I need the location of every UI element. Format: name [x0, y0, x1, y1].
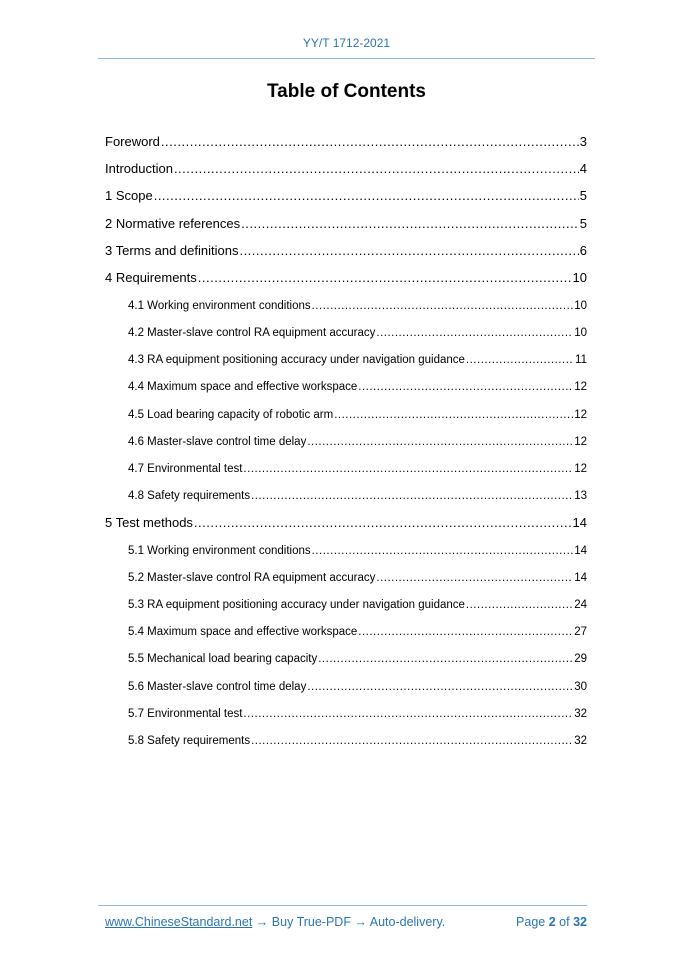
toc-leader-dots — [312, 298, 574, 314]
footer-divider — [98, 905, 587, 906]
toc-entry[interactable] — [128, 706, 587, 722]
toc-entry-label: 4.7 Environmental test — [128, 462, 243, 475]
toc-entry-page: 4 — [579, 161, 587, 177]
arrow-icon: → — [255, 915, 269, 929]
toc-entry-page: 29 — [574, 653, 587, 666]
toc-entry-page: 10 — [572, 270, 587, 285]
toc-entry[interactable] — [128, 651, 587, 667]
toc-leader-dots — [312, 543, 574, 559]
toc-entry[interactable] — [128, 407, 587, 423]
toc-entry-page: 24 — [574, 598, 587, 611]
toc-leader-dots — [358, 379, 573, 395]
toc-entry-label: 4.2 Master-slave control RA equipment accuracy — [128, 326, 376, 339]
toc-entry-label: 5.7 Environmental test — [128, 707, 243, 720]
arrow-icon: → — [354, 915, 367, 929]
toc-entry-page: 27 — [574, 626, 587, 639]
toc-entry-label: 5.6 Master-slave control time delay — [128, 680, 307, 693]
toc-leader-dots — [241, 215, 579, 233]
toc-leader-dots — [376, 325, 573, 341]
toc-leader-dots — [194, 514, 572, 532]
toc-entry-page: 12 — [574, 381, 587, 394]
toc-entry-page: 30 — [574, 680, 587, 693]
toc-entry[interactable] — [128, 325, 587, 341]
page-counter — [516, 915, 587, 929]
toc-entry-label: 3 Terms and definitions — [105, 242, 239, 258]
toc-entry[interactable] — [128, 352, 587, 368]
toc-entry-page: 12 — [574, 408, 587, 421]
toc-entry-label: 4.8 Safety requirements — [128, 490, 251, 503]
toc-entry-page: 10 — [574, 326, 587, 339]
toc-leader-dots — [243, 706, 573, 722]
toc-entry-label: 5.5 Mechanical load bearing capacity — [128, 653, 318, 666]
toc-leader-dots — [466, 597, 573, 613]
toc-entry-label: 5.3 RA equipment positioning accuracy under navigation guidance — [128, 598, 465, 611]
toc-leader-dots — [198, 269, 572, 287]
toc-entry-page: 10 — [574, 299, 587, 312]
toc-entry-page: 6 — [579, 242, 587, 258]
toc-entry[interactable] — [105, 215, 587, 233]
document-code-header: YY/T 1712-2021 — [302, 36, 391, 50]
toc-leader-dots — [466, 352, 574, 368]
toc-entry-label: 5.4 Maximum space and effective workspace — [128, 626, 358, 639]
toc-entry[interactable] — [128, 434, 587, 450]
buy-pdf-text: Buy True-PDF — [271, 915, 351, 929]
toc-entry[interactable] — [128, 379, 587, 395]
toc-entry[interactable] — [128, 543, 587, 559]
toc-entry-page: 5 — [579, 188, 587, 204]
toc-entry-label: 5.1 Working environment conditions — [128, 544, 311, 557]
toc-entry-page: 12 — [574, 435, 587, 448]
toc-entry-label: 1 Scope — [105, 188, 153, 204]
toc-entry[interactable] — [105, 242, 587, 260]
site-link[interactable]: www.ChineseStandard.net — [105, 915, 253, 929]
toc-entry-page: 3 — [579, 134, 587, 149]
toc-entry-page: 5 — [579, 215, 587, 231]
toc-entry-page: 13 — [574, 490, 587, 503]
toc-leader-dots — [251, 488, 573, 504]
total-page-count: 32 — [573, 915, 587, 929]
toc-entry-label: 4.3 RA equipment positioning accuracy under navigation guidance — [128, 354, 465, 367]
toc-entry-page: 32 — [574, 734, 587, 747]
toc-entry-label: Introduction — [105, 161, 173, 177]
toc-entry[interactable] — [105, 269, 587, 287]
toc-leader-dots — [358, 624, 573, 640]
toc-entry-label: 4.1 Working environment conditions — [128, 299, 311, 312]
toc-entry-label: 4.4 Maximum space and effective workspace — [128, 381, 358, 394]
page-title: Table of Contents — [266, 81, 427, 102]
toc-entry[interactable] — [105, 187, 587, 205]
toc-entry-label: 4 Requirements — [105, 270, 197, 285]
toc-leader-dots — [239, 242, 578, 260]
toc-entry[interactable] — [128, 624, 587, 640]
current-page-number: 2 — [548, 915, 556, 929]
toc-leader-dots — [174, 160, 579, 178]
toc-entry-label: 4.5 Load bearing capacity of robotic arm — [128, 408, 334, 421]
toc-leader-dots — [318, 651, 573, 667]
toc-leader-dots — [161, 133, 579, 151]
toc-entry-page: 14 — [574, 571, 587, 584]
toc-leader-dots — [376, 570, 573, 586]
toc-entry-label: 5.2 Master-slave control RA equipment accuracy — [128, 571, 376, 584]
toc-entry[interactable] — [128, 488, 587, 504]
toc-entry-page: 32 — [574, 707, 587, 720]
page-word: Page — [516, 915, 546, 929]
toc-entry-label: 5 Test methods — [105, 514, 193, 530]
auto-delivery-text: Auto-delivery. — [369, 915, 446, 929]
toc-entry-page: 12 — [574, 462, 587, 475]
toc-leader-dots — [243, 461, 573, 477]
toc-entry-label: 5.8 Safety requirements — [128, 734, 251, 747]
toc-entry-page: 14 — [574, 544, 587, 557]
toc-entry-page: 11 — [575, 354, 587, 367]
toc-entry[interactable] — [105, 133, 587, 151]
toc-entry-label: Foreword — [105, 134, 160, 149]
toc-leader-dots — [334, 407, 573, 423]
toc-entry[interactable] — [128, 461, 587, 477]
toc-entry[interactable] — [128, 298, 587, 314]
toc-leader-dots — [307, 434, 573, 450]
toc-leader-dots — [307, 679, 573, 695]
toc-leader-dots — [251, 733, 573, 749]
toc-entry[interactable] — [105, 514, 587, 532]
toc-entry-page: 14 — [572, 514, 587, 530]
toc-entry-label: 4.6 Master-slave control time delay — [128, 435, 307, 448]
footer-promo — [105, 915, 445, 929]
toc-entry[interactable] — [105, 160, 587, 178]
toc-leader-dots — [154, 187, 579, 205]
toc-entry-label: 2 Normative references — [105, 215, 241, 231]
toc-entry[interactable] — [128, 679, 587, 695]
header-divider — [98, 58, 595, 59]
toc-entry[interactable] — [128, 570, 587, 586]
of-word: of — [559, 915, 570, 929]
toc-entry[interactable] — [128, 597, 587, 613]
toc-entry[interactable] — [128, 733, 587, 749]
